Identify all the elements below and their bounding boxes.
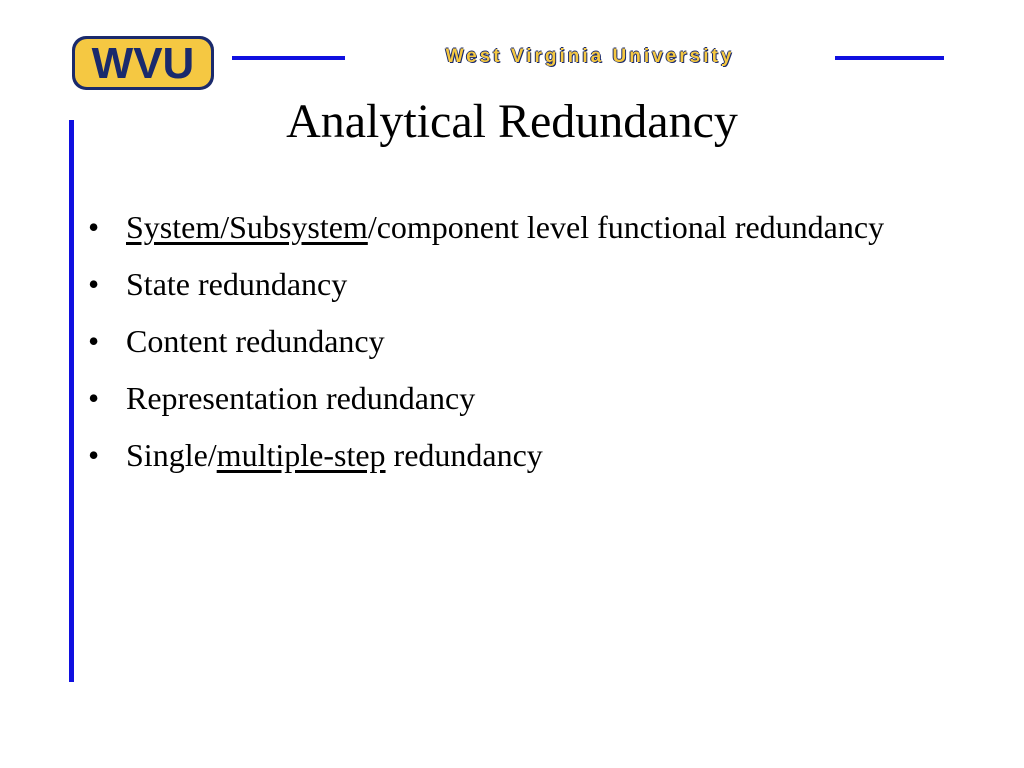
bullet-text: /component level functional redundancy — [367, 209, 885, 245]
logo-text: WVU — [91, 39, 195, 88]
bullet-dot: • — [88, 380, 100, 416]
bullet-dot: • — [88, 323, 100, 359]
left-accent-bar — [69, 120, 74, 682]
bullet-underlined-text: multiple-step — [216, 437, 386, 473]
bullet-dot: • — [88, 437, 100, 473]
bullet-dot: • — [88, 266, 100, 302]
bullet-text: redundancy — [385, 437, 543, 473]
bullet-text: Representation redundancy — [126, 380, 476, 416]
bullet-list — [88, 204, 908, 489]
bullet-item — [88, 318, 908, 364]
university-name: West Virginia University — [345, 44, 835, 70]
bullet-item — [88, 375, 908, 421]
slide-title: Analytical Redundancy — [286, 95, 738, 148]
bullet-item — [88, 432, 908, 478]
wvu-logo-graphic — [70, 34, 216, 92]
bullet-text: Single/ — [126, 437, 217, 473]
bullet-item — [88, 261, 908, 307]
bullet-dot: • — [88, 209, 100, 245]
bullet-underlined-text: System/Subsystem — [126, 209, 368, 245]
bullet-text: Content redundancy — [126, 323, 385, 359]
wvu-logo — [70, 34, 216, 92]
bullet-item — [88, 204, 908, 250]
bullet-text: State redundancy — [126, 266, 348, 302]
